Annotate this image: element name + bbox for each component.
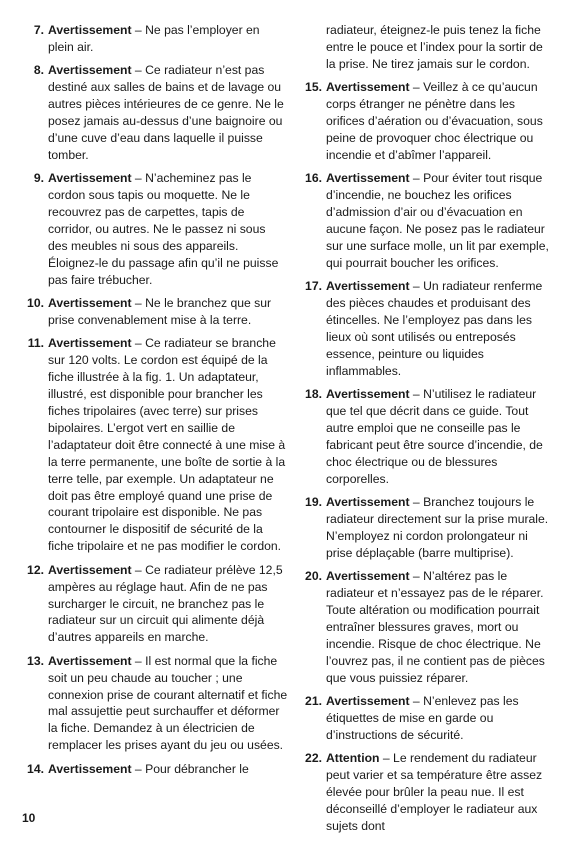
warning-item-18	[300, 386, 554, 487]
warning-item-14	[22, 761, 288, 778]
warning-item-20	[300, 568, 554, 686]
item-label: Avertissement	[326, 569, 410, 584]
item-number: 8.	[33, 63, 44, 78]
warning-item-13	[22, 653, 288, 754]
item-text: – Pour débrancher le	[131, 761, 249, 776]
item-text: – Le rendement du radiateur peut varier et sa température être assez élevée pour brûler la peau nue. Il est déconseillé d’employer le radiateur aux sujets dont	[326, 751, 543, 833]
item-number: 10.	[27, 296, 44, 311]
left-column	[22, 22, 288, 784]
warning-item-15	[300, 79, 554, 164]
item-number: 18.	[305, 387, 322, 402]
item-text: – N’altérez pas le radiateur et n’essayez pas de le réparer. Toute altération ou modification pourrait entraîner blessures graves, mort ou incendie. Risque de choc électrique. Ne l’ouvrez pas, il ne contient pas de pièces que vous puissiez réparer.	[326, 569, 545, 685]
warning-item-14-continuation: radiateur, éteignez-le puis tenez la fiche entre le pouce et l’index pour la sortir de la prise. Ne tirez jamais sur le cordon.	[326, 23, 543, 71]
item-label: Avertissement	[326, 171, 410, 186]
warning-item-9	[22, 170, 288, 288]
warning-item-19	[300, 494, 554, 562]
item-text: – Ne le branchez que sur prise convenablement mise à la terre.	[48, 296, 272, 327]
item-label: Avertissement	[48, 296, 132, 311]
item-label: Avertissement	[326, 495, 410, 510]
warning-item-17	[300, 278, 554, 379]
item-text: – Ce radiateur n’est pas destiné aux salles de bains et de lavage ou autres pièces intérieures de ce genre. Ne le posez jamais au-dessus d’une baignoire ou d’une cuve d’eau dans laquelle il puisse tomber.	[48, 63, 284, 162]
item-number: 13.	[27, 653, 44, 668]
item-number: 17.	[305, 279, 322, 294]
item-text: – Branchez toujours le radiateur directement sur la prise murale. N’employez ni cordon prolongateur ni prise déplaçable (barre multiprise).	[326, 495, 549, 560]
item-number: 7.	[33, 23, 44, 37]
item-text: – Ce radiateur prélève 12,5 ampères au réglage haut. Afin de ne pas surcharger le circuit, ne branchez pas le radiateur sur un circuit qui alimente déjà d’autres appareils en marche.	[48, 562, 283, 645]
item-number: 14.	[27, 761, 44, 776]
item-number: 15.	[305, 80, 322, 95]
warning-item-16	[300, 170, 554, 271]
item-label: Avertissement	[48, 23, 132, 37]
item-label: Avertissement	[48, 653, 132, 668]
item-label: Avertissement	[326, 387, 410, 402]
item-label: Avertissement	[48, 63, 132, 78]
warning-item-21	[300, 693, 554, 744]
item-label: Avertissement	[48, 562, 132, 577]
warning-item-11	[22, 335, 288, 555]
item-number: 9.	[33, 171, 44, 186]
item-label: Avertissement	[48, 336, 132, 351]
item-number: 19.	[305, 495, 322, 510]
item-number: 12.	[27, 562, 44, 577]
item-number: 11.	[27, 336, 44, 351]
item-label: Avertissement	[326, 694, 410, 709]
warning-item-7	[22, 22, 288, 56]
warning-item-10	[22, 295, 288, 329]
item-label: Attention	[326, 751, 380, 766]
right-column	[300, 22, 554, 841]
item-text: – Ne pas l’employer en plein air.	[48, 23, 260, 54]
item-number: 22.	[305, 751, 322, 766]
warning-item-12	[22, 562, 288, 647]
item-text: – Pour éviter tout risque d’incendie, ne bouchez les orifices d’admission d’air ou d’évacuation en aucune façon. Ne posez pas le radiateur sur une surface molle, un lit par exemple, qui pourrait boucher les orifices.	[326, 171, 549, 270]
warning-item-8	[22, 62, 288, 163]
item-text: – Un radiateur renferme des pièces chaudes et produisant des étincelles. Ne l’employez pas dans les lieux où sont utilisés ou entreposés essence, peinture ou liquides inflammables.	[326, 279, 543, 378]
item-text: – N’acheminez pas le cordon sous tapis ou moquette. Ne le recouvrez pas de carpettes, tapis de corridor, ou autres. Ne le passez ni sous des meubles ni sous des appareils. Éloignez-le du passage afin qu’il ne puisse pas faire trébucher.	[48, 171, 279, 287]
caution-item-22	[300, 750, 554, 835]
page-number: 10	[22, 811, 36, 825]
item-text: – Il est normal que la fiche soit un peu chaude au toucher ; une connexion prise de courant alternatif et fiche mal assujettie peut surchauffer et déformer la fiche. Demandez à un électricien de remplacer les prises ayant du jeu ou usées.	[48, 653, 288, 753]
item-label: Avertissement	[326, 279, 410, 294]
item-number: 20.	[305, 569, 322, 584]
item-number: 21.	[305, 694, 322, 709]
item-text: – N’utilisez le radiateur que tel que décrit dans ce guide. Tout autre emploi que ne conseille pas le fabricant peut être source d’incendie, de choc électrique ou de blessures corporelles.	[326, 387, 543, 486]
item-text: – N’enlevez pas les étiquettes de mise en garde ou d’instructions de sécurité.	[326, 694, 519, 742]
item-label: Avertissement	[48, 171, 132, 186]
item-number: 16.	[305, 171, 322, 186]
item-text: – Veillez à ce qu’aucun corps étranger ne pénètre dans les orifices d’aération ou d’évacuation, sous peine de provoquer choc électrique ou incendie et d’abîmer l’appareil.	[326, 80, 543, 162]
item-text: – Ce radiateur se branche sur 120 volts. Le cordon est équipé de la fiche illustrée à la fig. 1. Un adaptateur, illustré, est disponible pour brancher les fiches tripolaires (avec terre) sur prises bipolaires. L’ergot vert en saillie de l’adaptateur doit être connecté à une mise à la terre permanente, une boîte de sortie à la terre telle, par exemple. Un adaptateur ne doit pas être employé quand une prise de courant tripolaire est disponible. Ne pas contourner le dispositif de sécurité de la fiche tripolaire et ne pas modifier le cordon.	[48, 336, 286, 554]
item-label: Avertissement	[326, 80, 410, 95]
item-label: Avertissement	[48, 761, 132, 776]
